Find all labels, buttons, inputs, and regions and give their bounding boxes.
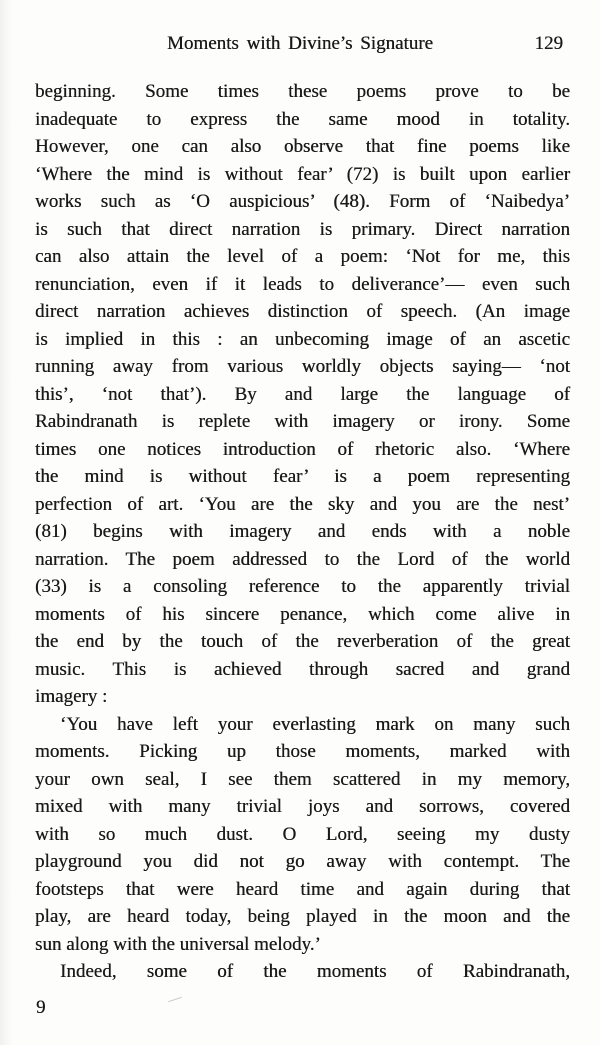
text-line: your own seal, I see them scattered in my memory, <box>35 768 570 790</box>
text-line: footsteps that were heard time and again during that <box>35 878 570 900</box>
text-line: ‘You have left your everlasting mark on many such <box>60 713 570 735</box>
text-line: ‘Where the mind is without fear’ (72) is built upon earlier <box>35 163 570 185</box>
text-line: Indeed, some of the moments of Rabindranath, <box>60 961 570 982</box>
text-line: perfection of art. ‘You are the sky and you are the nest’ <box>35 493 570 515</box>
text-line: beginning. Some times these poems prove to be <box>35 81 570 102</box>
paragraph <box>35 78 570 711</box>
text-line: moments of his sincere penance, which come alive in <box>35 603 570 625</box>
text-line: direct narration achieves distinction of speech. (An image <box>35 301 570 322</box>
text-line: is such that direct narration is primary. Direct narration <box>35 218 570 240</box>
page-footer <box>36 997 46 1019</box>
text-line: the end by the touch of the reverberation of the great <box>35 631 570 652</box>
body-text <box>35 78 570 986</box>
text-line: However, one can also observe that fine poems like <box>35 136 570 157</box>
scan-artifact <box>168 997 182 1002</box>
text-line: (33) is a consoling reference to the apparently trivial <box>35 576 570 597</box>
text-line: works such as ‘O auspicious’ (48). Form of ‘Naibedya’ <box>35 191 570 212</box>
text-line: times one notices introduction of rhetoric also. ‘Where <box>35 438 570 460</box>
text-line: this’, ‘not that’). By and large the language of <box>35 383 570 405</box>
page-number-top: 129 <box>534 33 563 54</box>
text-line: imagery : <box>35 686 108 707</box>
text-line: music. This is achieved through sacred and grand <box>35 658 570 680</box>
text-line: running away from various worldly objects saying— ‘not <box>35 356 570 377</box>
text-line: mixed with many trivial joys and sorrows, covered <box>35 796 570 817</box>
text-line: (81) begins with imagery and ends with a noble <box>35 521 570 542</box>
text-line: is implied in this : an unbecoming image of an ascetic <box>35 328 570 350</box>
paragraph <box>35 958 570 986</box>
running-title: Moments with Divine’s Signature <box>166 33 433 54</box>
paragraph <box>35 711 570 959</box>
text-line: can also attain the level of a poem: ‘Not for me, this <box>35 246 570 267</box>
text-line: playground you did not go away with contempt. The <box>35 851 570 872</box>
page-number-bottom: 9 <box>36 997 46 1018</box>
page-header <box>0 33 600 59</box>
text-line: sun along with the universal melody.’ <box>35 933 321 955</box>
text-line: Rabindranath is replete with imagery or irony. Some <box>35 411 570 432</box>
text-line: the mind is without fear’ is a poem representing <box>35 466 570 487</box>
text-line: narration. The poem addressed to the Lord of the world <box>35 548 570 570</box>
text-line: moments. Picking up those moments, marked with <box>35 741 570 762</box>
text-line: with so much dust. O Lord, seeing my dusty <box>35 823 570 845</box>
text-line: renunciation, even if it leads to deliverance’— even such <box>35 273 570 295</box>
text-line: play, are heard today, being played in the moon and the <box>35 906 570 927</box>
text-line: inadequate to express the same mood in totality. <box>35 108 570 130</box>
